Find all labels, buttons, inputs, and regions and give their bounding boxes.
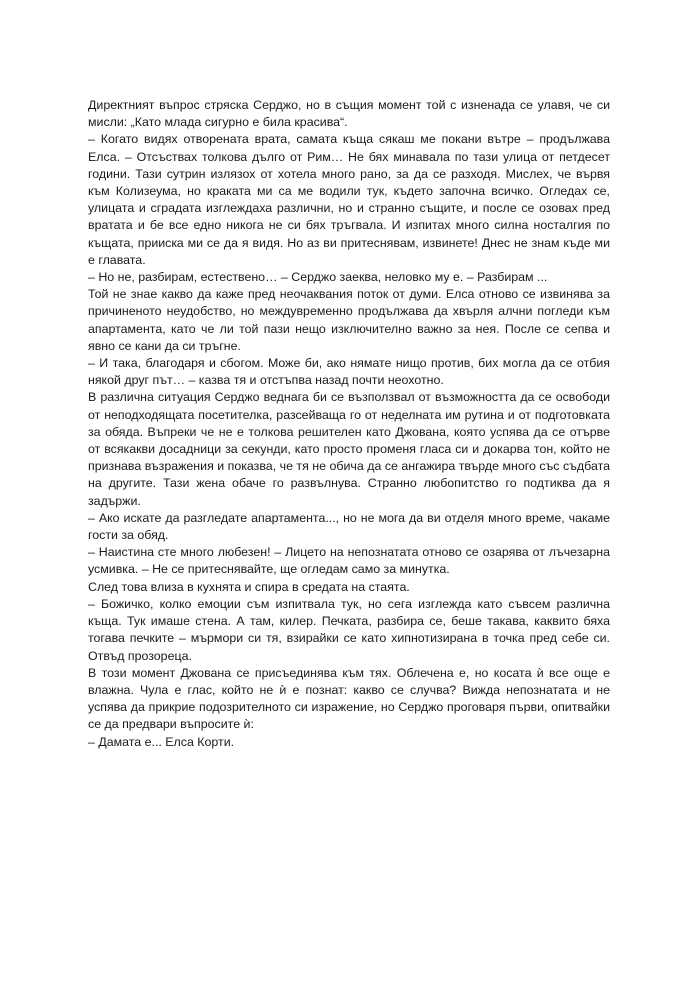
paragraph: – Когато видях отворената врата, самата къща сякаш ме покани вътре – продължава Елса. – Отсъствах толкова дълго от Рим… Не бях минавала по тази улица от петдесет години. Тази сутрин излязох от хотела много рано, за да се разходя. Мислех, че вървя към Колизеума, но краката ми са ме водили тук, където започна всичко. Огледах се, улицата и сградата изглеждаха различни, но и странно същите, и после се озовах пред вратата и бе все едно никога не си бях тръгвала. И изпитах много силна носталгия по къщата, приискa ми се да я видя. Но аз ви притеснявам, извинете! Днес не знам къде ми е главата. [88, 132, 610, 267]
paragraph: – Наистина сте много любезен! – Лицето на непознатата отново се озарява от лъчезарна усмивка. – Не се притеснявайте, ще огледам само за минутка. [88, 545, 610, 577]
paragraph: – Но не, разбирам, естествено… – Серджо заеква, неловко му е. – Разбирам ... [88, 270, 548, 285]
paragraph: След това влиза в кухнята и спира в средата на стаята. [88, 579, 410, 594]
body-text [88, 97, 610, 751]
paragraph: – Божичко, колко емоции съм изпитвала тук, но сега изглежда като съвсем различна къща. Тук имаше стена. А там, килер. Печката, разбира се, беше такава, каквито бяха тогава печките – мърмори си тя, взирайки се като хипнотизирана в точка пред себе си. Отвъд прозореца. [88, 596, 610, 663]
paragraph: В този момент Джована се присъединява към тях. Облечена е, но косата ѝ все още е влажна. Чула е глас, който не ѝ е познат: какво се случва? Вижда непознатата и не успява да прикрие подозрителното си изражение, но Серджо проговаря първи, опитвайки се да предвари въпросите ѝ: [88, 665, 610, 732]
paragraph: – Дамата е... Елса Корти. [88, 734, 235, 749]
paragraph: В различна ситуация Серджо веднага би се възползвал от възможността да се освободи от неподходящата посетителка, разсейваща го от неделната им рутина и от подготовката за обяда. Въпреки че не е толкова решителен като Джована, която успява да се отърве от всякакви досадници за секунди, като просто променя гласа си и докарва тон, който не признава възражения и показва, че тя не обича да се ангажира твърде много със съдбата на другите. Тази жена обаче го развълнува. Странно любопитство го подтиква да я задържи. [88, 390, 610, 508]
paragraph: Той не знае какво да каже пред неочаквания поток от думи. Елса отново се извинява за причиненото неудобство, но междувременно продължава да хвърля алчни погледи към апартамента, като че ли той пази нещо изключително важно за нея. После се сепва и явно се кани да си тръгне. [88, 287, 610, 353]
paragraph: – Ако искате да разгледате апартамента..., но не мога да ви отделя много време, чакаме гости за обяд. [88, 510, 610, 543]
paragraph: Директният въпрос стряска Серджо, но в същия момент той с изненада се улавя, че си мисли: „Като млада сигурно е била красива“. [88, 98, 610, 130]
paragraph: – И така, благодаря и сбогом. Може би, ако нямате нищо против, бих могла да се отбия някой друг път… – казва тя и отстъпва назад почти неохотно. [88, 356, 610, 388]
